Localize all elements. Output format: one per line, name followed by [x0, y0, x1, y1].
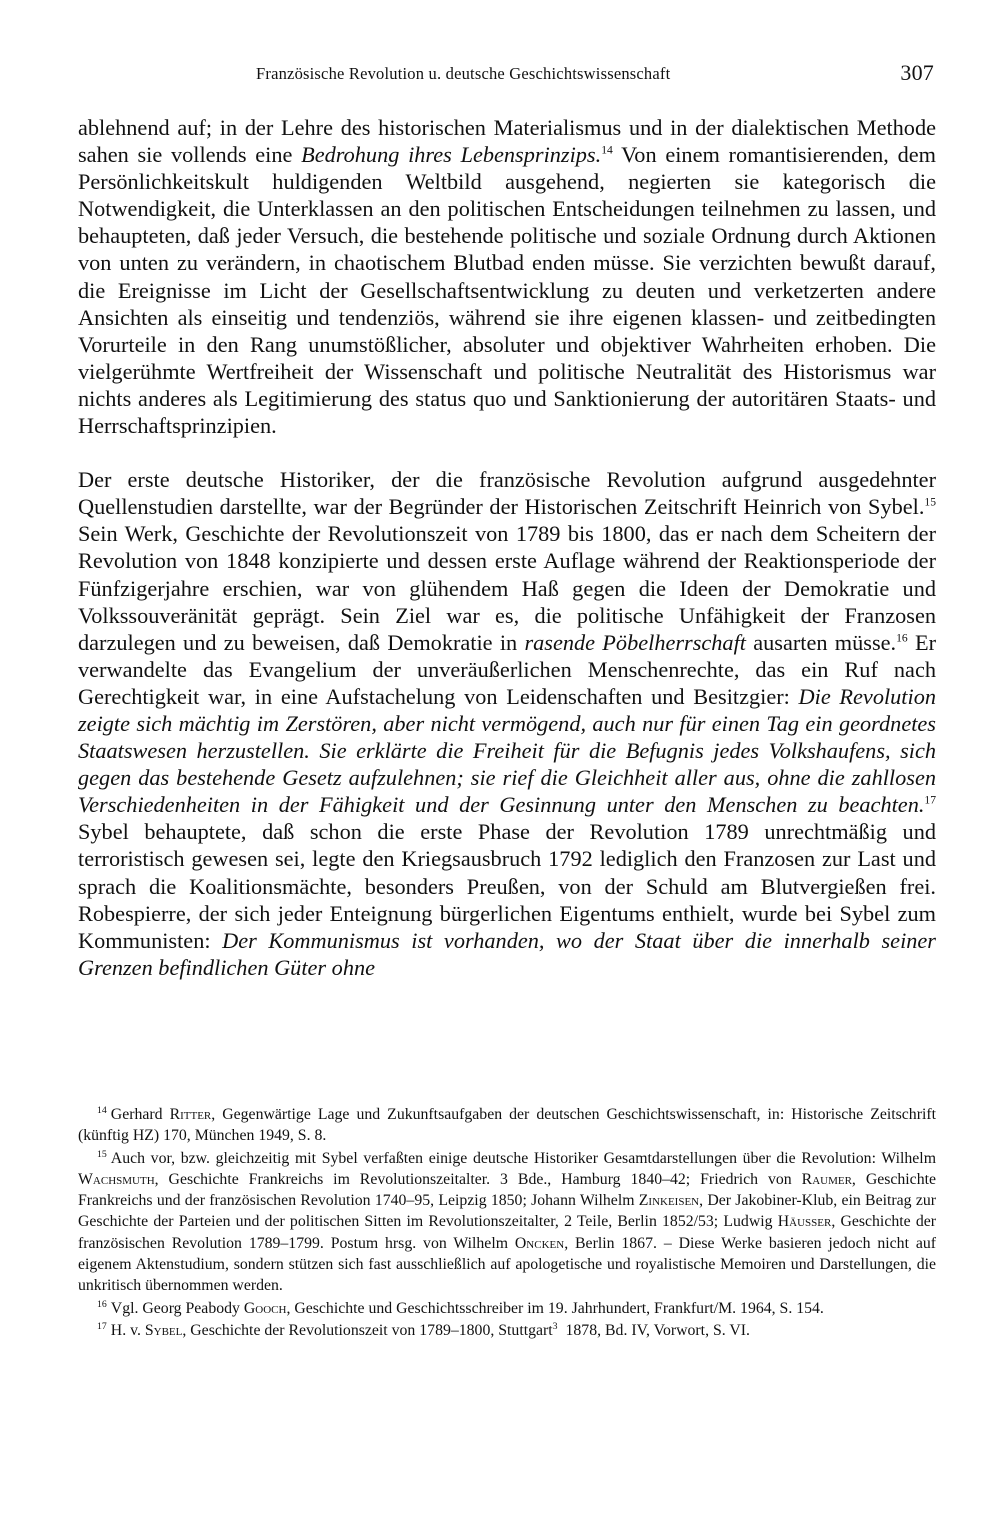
text-run: Er verwandelte das Evangelium der unveräußerlichen Menschenrechte, das ein Ruf nach Gerechtigkeit war, in eine Aufstachelung von Leidenschaften und Besitzgier:: [78, 629, 936, 709]
italic-quote: Die Revolution zeigte sich mächtig im Zerstören, aber nicht vermögend, auch nur für einen Tag ein geordnetes Staatswesen herzustellen. Sie erklärte die Freiheit für die Befugnis jedes Volkshaufens, sich gegen das bestehende Gesetz aufzulehnen; sie rief die Gleichheit aller aus, ohne die zahllosen Verschiedenheiten in der Fähigkeit und der Gesinnung unter den Menschen zu beachten.: [78, 683, 936, 818]
page-number: 307: [900, 60, 934, 85]
footnote-number: 16: [97, 1298, 107, 1310]
footnote-number: 15: [97, 1148, 107, 1160]
running-title: Französische Revolution u. deutsche Geschichtswissenschaft: [256, 64, 671, 83]
text-run: , Geschichte Frankreichs und der französischen Revolution 1740–95, Leipzig 1850; Johann Wilhelm: [78, 1170, 936, 1210]
author-name: Gooch: [243, 1299, 287, 1317]
footnote: [78, 1298, 936, 1319]
text-run: H. v.: [110, 1321, 145, 1339]
paragraph: [78, 466, 936, 981]
text-run: , Geschichte Frankreichs im Revolutionszeitalter. 3 Bde., Hamburg 1840–42; Friedrich von: [154, 1170, 802, 1188]
italic-quote: Der Kommunismus ist vorhanden, wo der Staat über die innerhalb seiner Grenzen befindlichen Güter ohne: [78, 927, 936, 980]
footnotes: [78, 1104, 936, 1342]
footnote-reference: 15: [924, 495, 936, 509]
text-run: ausarten müsse.: [745, 629, 897, 655]
text-run: ablehnend auf; in der Lehre des historischen Materialismus und in der dialektischen Methode sahen sie vollends eine: [78, 115, 936, 168]
text-run: 1878, Bd. IV, Vorwort, S. VI.: [561, 1321, 750, 1339]
footnote: [78, 1104, 936, 1147]
text-run: Gerhard: [110, 1106, 170, 1123]
text-run: Sein Werk, Geschichte der Revolutionszeit von 1789 bis 1800, das er nach dem Scheitern der Revolution von 1848 konzipierte und dessen erste Auflage während der Reaktionsperiode der Fünfzigerjahre erschien, war von glühendem Haß gegen die Ideen der Demokratie und Volkssouveränität geprägt. Sein Ziel war es, die politische Unfähigkeit der Franzosen darzulegen und zu beweisen, daß Demokratie in: [78, 521, 936, 655]
text-run: , Geschichte der französischen Revolution 1789–1799. Postum hrsg. von Wilhelm: [78, 1213, 936, 1252]
text-run: Sybel behauptete, daß schon die erste Phase der Revolution 1789 unrechtmäßig und terroristisch gewesen sei, legte den Kriegsausbruch 1792 lediglich den Franzosen zur Last und sprach die Koalitionsmächte, besonders Preußen, von der Schuld am Blutvergießen frei. Robespierre, der sich jeder Enteignung bürgerlichen Eigentums enthielt, wurde bei Sybel zum Kommunisten:: [78, 819, 936, 953]
text-run: Von einem romantisierenden, dem Persönlichkeitskult huldigenden Weltbild ausgehend, negierten sie kategorisch die Notwendigkeit, die Unterklassen an den politischen Entscheidungen teilnehmen zu lassen, und behaupteten, daß jeder Versuch, die bestehende politische und soziale Ordnung durch Aktionen von unten zu verändern, in chaotischem Blutbad enden müsse. Sie verzichten bewußt darauf, die Ereignisse im Licht der Gesellschaftsentwicklung zu deuten und verketzerten andere Ansichten als einseitig und tendenziös, während sie ihre eigenen klassen- und zeitbedingten Vorurteile in den Rang unumstößlicher, absoluter und objektiver Wahrheiten erhoben. Die vielgerühmte Wertfreiheit der Wissenschaft und politische Neutralität des Historismus war nichts anderes als Legitimierung des status quo und Sanktionierung der autoritären Staats- und Herrschaftsprinzipien.: [78, 142, 936, 439]
text-run: , Gegenwärtige Lage und Zukunftsaufgaben der deutschen Geschichtswissenschaft, in: Historische Zeitschrift (künftig HZ) 170, München 1949, S. 8.: [78, 1106, 937, 1145]
paragraph: [78, 114, 936, 439]
footnote-number: 14: [97, 1105, 107, 1117]
author-name: Häusser: [777, 1213, 832, 1231]
author-name: Sybel: [144, 1321, 183, 1339]
author-name: Ritter: [169, 1106, 212, 1123]
author-name: Zinkeisen: [638, 1192, 700, 1210]
body-text: [78, 114, 936, 981]
text-run: Der erste deutsche Historiker, der die französische Revolution aufgrund ausgedehnter Quellenstudien darstellte, war der Begründer der Historischen Zeitschrift Heinrich von Sybel.: [78, 467, 936, 520]
footnote-reference: 16: [896, 631, 908, 644]
italic-quote: Bedrohung ihres Lebensprinzips.: [301, 142, 602, 168]
italic-quote: rasende Pöbelherrschaft: [524, 629, 746, 655]
author-name: Wachsmuth: [78, 1170, 155, 1188]
footnote-reference: 14: [601, 143, 613, 157]
footnote: [78, 1320, 936, 1341]
text-run: , Geschichte und Geschichtsschreiber im 19. Jahrhundert, Frankfurt/M. 1964, S. 154.: [286, 1299, 824, 1317]
text-run: Auch vor, bzw. gleichzeitig mit Sybel verfaßten einige deutsche Historiker Gesamtdarstellungen über die Revolution: Wilhelm: [110, 1149, 936, 1167]
footnote-reference: 17: [924, 793, 936, 807]
footnote-number: 17: [97, 1321, 107, 1333]
text-run: , Geschichte der Revolutionszeit von 1789–1800, Stuttgart: [182, 1321, 553, 1339]
author-name: Raumer: [801, 1170, 852, 1188]
footnote-reference: 3: [552, 1321, 558, 1333]
text-run: Vgl. Georg Peabody: [110, 1299, 244, 1317]
author-name: Oncken: [514, 1234, 565, 1252]
running-head: [78, 60, 936, 88]
footnote: [78, 1148, 936, 1297]
text-run: , Der Jakobiner-Klub, ein Beitrag zur Geschichte der Parteien und der politischen Sitten im Revolutionszeitalter, 2 Teile, Berlin 1852/53; Ludwig: [78, 1192, 936, 1231]
text-run: , Berlin 1867. – Diese Werke basieren jedoch nicht auf eigenem Aktenstudium, sondern stützen sich fast ausschließlich auf apologetische und royalistische Memoiren und Darstellungen, die unkritisch übernommen werden.: [78, 1234, 937, 1295]
